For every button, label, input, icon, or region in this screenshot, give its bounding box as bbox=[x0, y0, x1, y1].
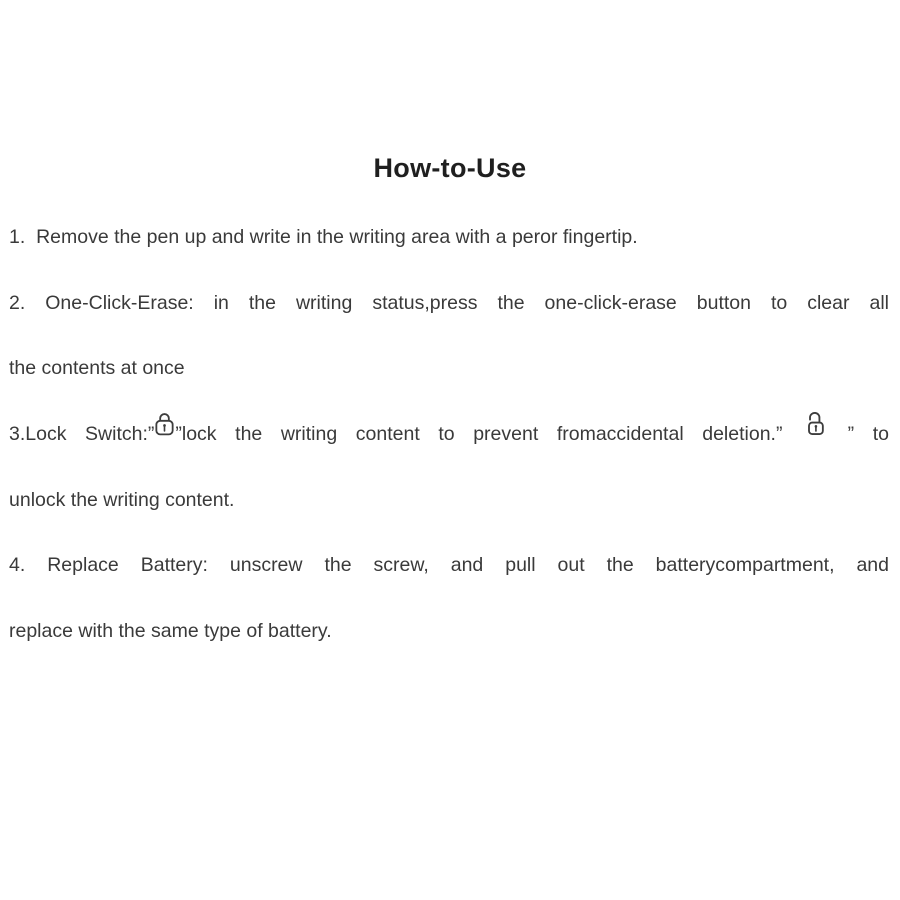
lock-icon bbox=[154, 412, 175, 436]
instruction-item-2 bbox=[9, 271, 889, 402]
page-title: How-to-Use bbox=[373, 153, 527, 183]
instruction-line: the contents at once bbox=[9, 357, 185, 380]
instruction-line: unlock the writing content. bbox=[9, 488, 235, 511]
lock-sentence-middle: ”lock the writing content to prevent fromaccidental deletion.” bbox=[175, 423, 802, 446]
instruction-line: 1. Remove the pen up and write in the writing area with a peror fingertip. bbox=[9, 226, 638, 248]
unlock-icon bbox=[801, 410, 829, 436]
lock-sentence-prefix: 3.Lock Switch:” bbox=[9, 423, 155, 446]
instruction-line: 2. One-Click-Erase: in the writing status,press the one-click-erase button to clear all bbox=[9, 291, 889, 314]
instruction-item-3 bbox=[9, 402, 889, 533]
instructions-list bbox=[0, 205, 900, 665]
instruction-item-4 bbox=[9, 533, 889, 664]
instruction-line bbox=[9, 402, 889, 468]
instruction-line: 4. Replace Battery: unscrew the screw, and pull out the batterycompartment, and bbox=[9, 554, 889, 577]
lock-sentence-suffix: ” to bbox=[829, 423, 890, 446]
instruction-item-1 bbox=[9, 205, 889, 271]
instruction-line: replace with the same type of battery. bbox=[9, 620, 332, 643]
